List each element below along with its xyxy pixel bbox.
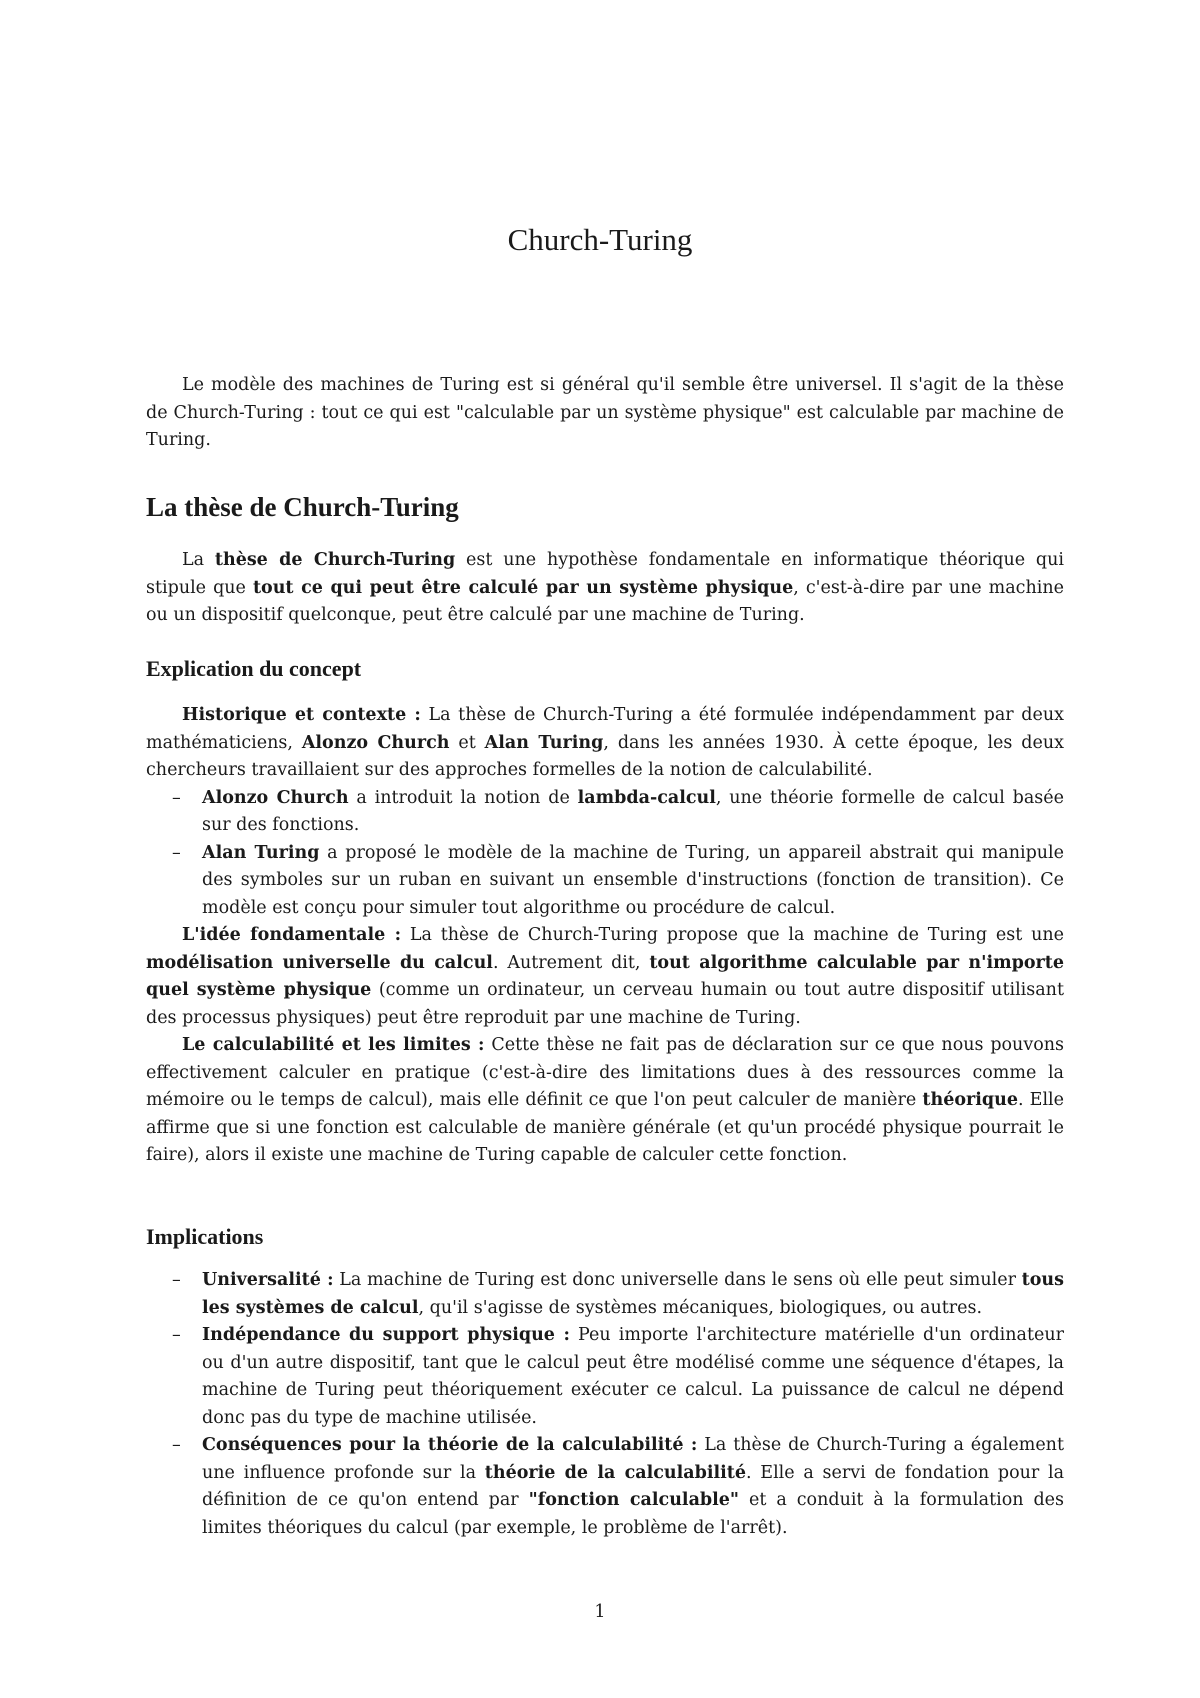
explication-heading: Explication du concept [146,656,362,681]
list-item: – Alonzo Church a introduit la notion de lambda-calcul, une théorie formelle de calcul basée sur des fonctions. [172,787,1065,835]
implications-list [146,1267,1064,1542]
explication-list [146,785,1064,923]
page-number: 1 [594,1602,606,1622]
list-item: – Conséquences pour la théorie de la calculabilité : La thèse de Church-Turing a également une influence profonde sur la théorie de la calculabilité. Elle a servi de fondation pour la définition de ce qu'on entend par "fonction calculable" et a conduit à la formulation des limites théoriques du calcul (par exemple, le problème de l'arrêt). [172,1435,1065,1538]
idee-paragraph: L'idée fondamentale : La thèse de Church-Turing propose que la machine de Turing est une modélisation universelle du calcul. Autrement dit, tout algorithme calculable par n'importe quel système physique (comme un ordinateur, un cerveau humain ou tout autre dispositif utilisant des processus physiques) peut être reproduit par une machine de Turing. [146,925,1065,1028]
thesis-paragraph: La thèse de Church-Turing est une hypothèse fondamentale en informatique théorique qui stipule que tout ce qui peut être calculé par un système physique, c'est-à-dire par une machine ou un dispositif quelconque, peut être calculé par une machine de Turing. [146,550,1064,625]
implications-block [146,1267,1064,1542]
limites-paragraph: Le calculabilité et les limites : Cette thèse ne fait pas de déclaration sur ce que nous pouvons effectivement calculer en pratique (c'est-à-dire des limitations dues à des ressources comme la mémoire ou le temps de calcul), mais elle définit ce que l'on peut calculer de manière théorique. Elle affirme que si une fonction est calculable de manière générale (et qu'un procédé physique pourrait le faire), alors il existe une machine de Turing capable de calculer cette fonction. [146,1035,1064,1165]
list-item: – Indépendance du support physique : Peu importe l'architecture matérielle d'un ordinateur ou d'un autre dispositif, tant que le calcul peut être modélisé comme une séquence d'étapes, la machine de Turing peut théoriquement exécuter ce calcul. La puissance de calcul ne dépend donc pas du type de machine utilisée. [172,1325,1064,1428]
document-title: Church-Turing [507,222,693,257]
implications-heading: Implications [146,1224,264,1249]
intro-paragraph: Le modèle des machines de Turing est si général qu'il semble être universel. Il s'agit de la thèse de Church-Turing : tout ce qui est "calculable par un système physique" est calculable par machine de Turing. [146,375,1064,450]
list-item: – Alan Turing a proposé le modèle de la machine de Turing, un appareil abstrait qui manipule des symboles sur un ruban en suivant un ensemble d'instructions (fonction de transition). Ce modèle est conçu pour simuler tout algorithme ou procédure de calcul. [172,842,1064,918]
list-item: – Universalité : La machine de Turing est donc universelle dans le sens où elle peut simuler tous les systèmes de calcul, qu'il s'agisse de systèmes mécaniques, biologiques, ou autres. [172,1270,1064,1318]
historique-paragraph: Historique et contexte : La thèse de Church-Turing a été formulée indépendamment par deux mathématiciens, Alonzo Church et Alan Turing, dans les années 1930. À cette époque, les deux chercheurs travaillaient sur des approches formelles de la notion de calculabilité. [146,705,1064,780]
explication-block [146,702,1064,1170]
section-heading: La thèse de Church-Turing [146,492,459,522]
